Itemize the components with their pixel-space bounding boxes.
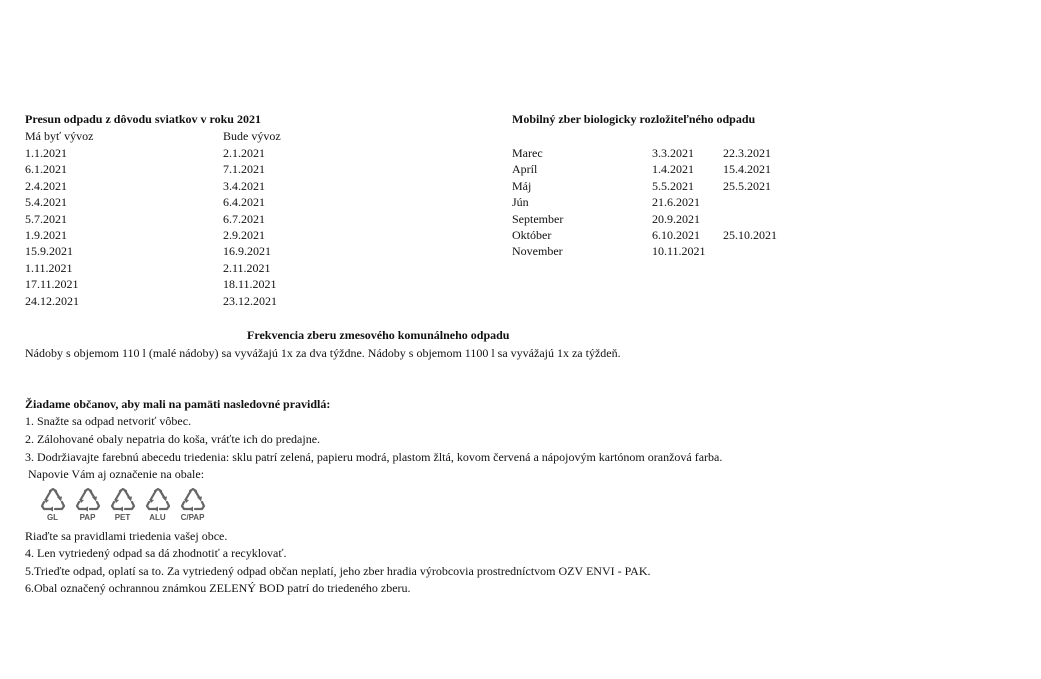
holiday-new-date: 2.9.2021 (223, 227, 265, 242)
rule-3: 3. Dodržiavajte farebnú abecedu triedenia: sklu patrí zelená, papieru modrá, plastom žltá, kovom červená a nápojovým kartónom oranžová farba. (25, 450, 723, 464)
holiday-title: Presun odpadu z dôvodu sviatkov v roku 2021 (25, 112, 261, 126)
recycling-symbols (35, 488, 210, 528)
bio-dates-1 (652, 145, 706, 260)
bio-date-2: 15.4.2021 (723, 162, 771, 177)
holiday-new-dates (223, 145, 277, 309)
holiday-original-date: 15.9.2021 (25, 244, 73, 259)
holiday-original-date: 5.4.2021 (25, 195, 67, 210)
holiday-new-date: 16.9.2021 (223, 244, 271, 259)
recycle-symbol-alu (140, 488, 175, 528)
rule-1: 1. Snažte sa odpad netvoriť vôbec. (25, 414, 192, 428)
rule-6: 6.Obal označený ochrannou známkou ZELENÝ BOD patrí do triedeného zberu. (25, 581, 411, 595)
bio-date-1: 3.3.2021 (652, 146, 694, 160)
recycle-symbol-label: PET (114, 513, 131, 522)
rule-5: 5.Trieďte odpad, oplatí sa to. Za vytriedený odpad občan neplatí, jeho zber hradia výrobcovia prostredníctvom OZV ENVI - PAK. (25, 564, 651, 578)
recycle-symbol-label: PAP (79, 513, 96, 522)
holiday-new-date: 6.4.2021 (223, 195, 265, 210)
recycle-symbol-label: C/PAP (180, 513, 205, 522)
bio-date-1: 10.11.2021 (652, 244, 706, 259)
bio-date-1: 5.5.2021 (652, 178, 694, 193)
bio-date-1: 1.4.2021 (652, 162, 694, 177)
recycle-symbol-c-pap (175, 488, 210, 528)
holiday-original-dates (25, 145, 79, 309)
bio-month: Apríl (512, 162, 538, 177)
holiday-original-date: 1.1.2021 (25, 146, 67, 160)
recycle-symbol-pap (70, 488, 105, 528)
bio-dates-2 (723, 145, 777, 260)
recycle-icon (40, 488, 66, 512)
recycle-symbol-label: ALU (149, 513, 166, 522)
bio-date-2 (723, 211, 777, 227)
holiday-col-new-header: Bude vývoz (223, 129, 281, 143)
holiday-original-date: 5.7.2021 (25, 211, 67, 226)
bio-months (512, 145, 563, 260)
recycle-symbol-pet (105, 488, 140, 528)
recycle-symbol-gl (35, 488, 70, 528)
recycle-icon (110, 488, 136, 512)
rules-follow: Riaďte sa pravidlami triedenia vašej obce. (25, 529, 228, 543)
bio-date-1: 21.6.2021 (652, 195, 700, 210)
bio-date-2: 25.10.2021 (723, 227, 777, 242)
bio-month: Máj (512, 178, 532, 193)
bio-month: Jún (512, 195, 529, 210)
frequency-text: Nádoby s objemom 110 l (malé nádoby) sa vyvážajú 1x za dva týždne. Nádoby s objemom 1100 l sa vyvážajú 1x za týždeň. (25, 346, 621, 360)
bio-month: September (512, 211, 564, 226)
bio-month: November (512, 244, 563, 259)
frequency-title: Frekvencia zberu zmesového komunálneho odpadu (247, 328, 510, 342)
bio-date-2: 22.3.2021 (723, 146, 771, 160)
holiday-original-date: 1.11.2021 (25, 260, 73, 275)
recycle-icon (180, 488, 206, 512)
holiday-new-date: 23.12.2021 (223, 293, 277, 308)
recycle-symbol-label: GL (46, 513, 59, 522)
bio-date-2 (723, 194, 777, 210)
holiday-original-date: 2.4.2021 (25, 178, 67, 193)
holiday-new-date: 3.4.2021 (223, 178, 265, 193)
rules-title: Žiadame občanov, aby mali na pamäti nasledovné pravidlá: (25, 397, 331, 411)
holiday-original-date: 17.11.2021 (25, 277, 79, 292)
holiday-original-date: 6.1.2021 (25, 162, 67, 177)
holiday-new-date: 7.1.2021 (223, 162, 265, 177)
rules-hint: Napovie Vám aj označenie na obale: (28, 467, 205, 481)
bio-date-1: 20.9.2021 (652, 211, 700, 226)
bio-date-2: 25.5.2021 (723, 178, 771, 193)
bio-date-2 (723, 243, 777, 259)
bio-month: Október (512, 227, 552, 242)
recycle-icon (75, 488, 101, 512)
bio-date-1: 6.10.2021 (652, 227, 700, 242)
holiday-col-original-header: Má byť vývoz (25, 129, 94, 143)
holiday-new-date: 2.1.2021 (223, 146, 265, 160)
rule-4: 4. Len vytriedený odpad sa dá zhodnotiť a recyklovať. (25, 546, 287, 560)
holiday-original-date: 1.9.2021 (25, 227, 67, 242)
holiday-original-date: 24.12.2021 (25, 293, 79, 308)
holiday-new-date: 6.7.2021 (223, 211, 265, 226)
holiday-new-date: 18.11.2021 (223, 277, 277, 292)
holiday-new-date: 2.11.2021 (223, 260, 271, 275)
bio-title: Mobilný zber biologicky rozložiteľného odpadu (512, 112, 756, 126)
recycle-icon (145, 488, 171, 512)
bio-month: Marec (512, 146, 543, 160)
rule-2: 2. Zálohované obaly nepatria do koša, vráťte ich do predajne. (25, 432, 321, 446)
